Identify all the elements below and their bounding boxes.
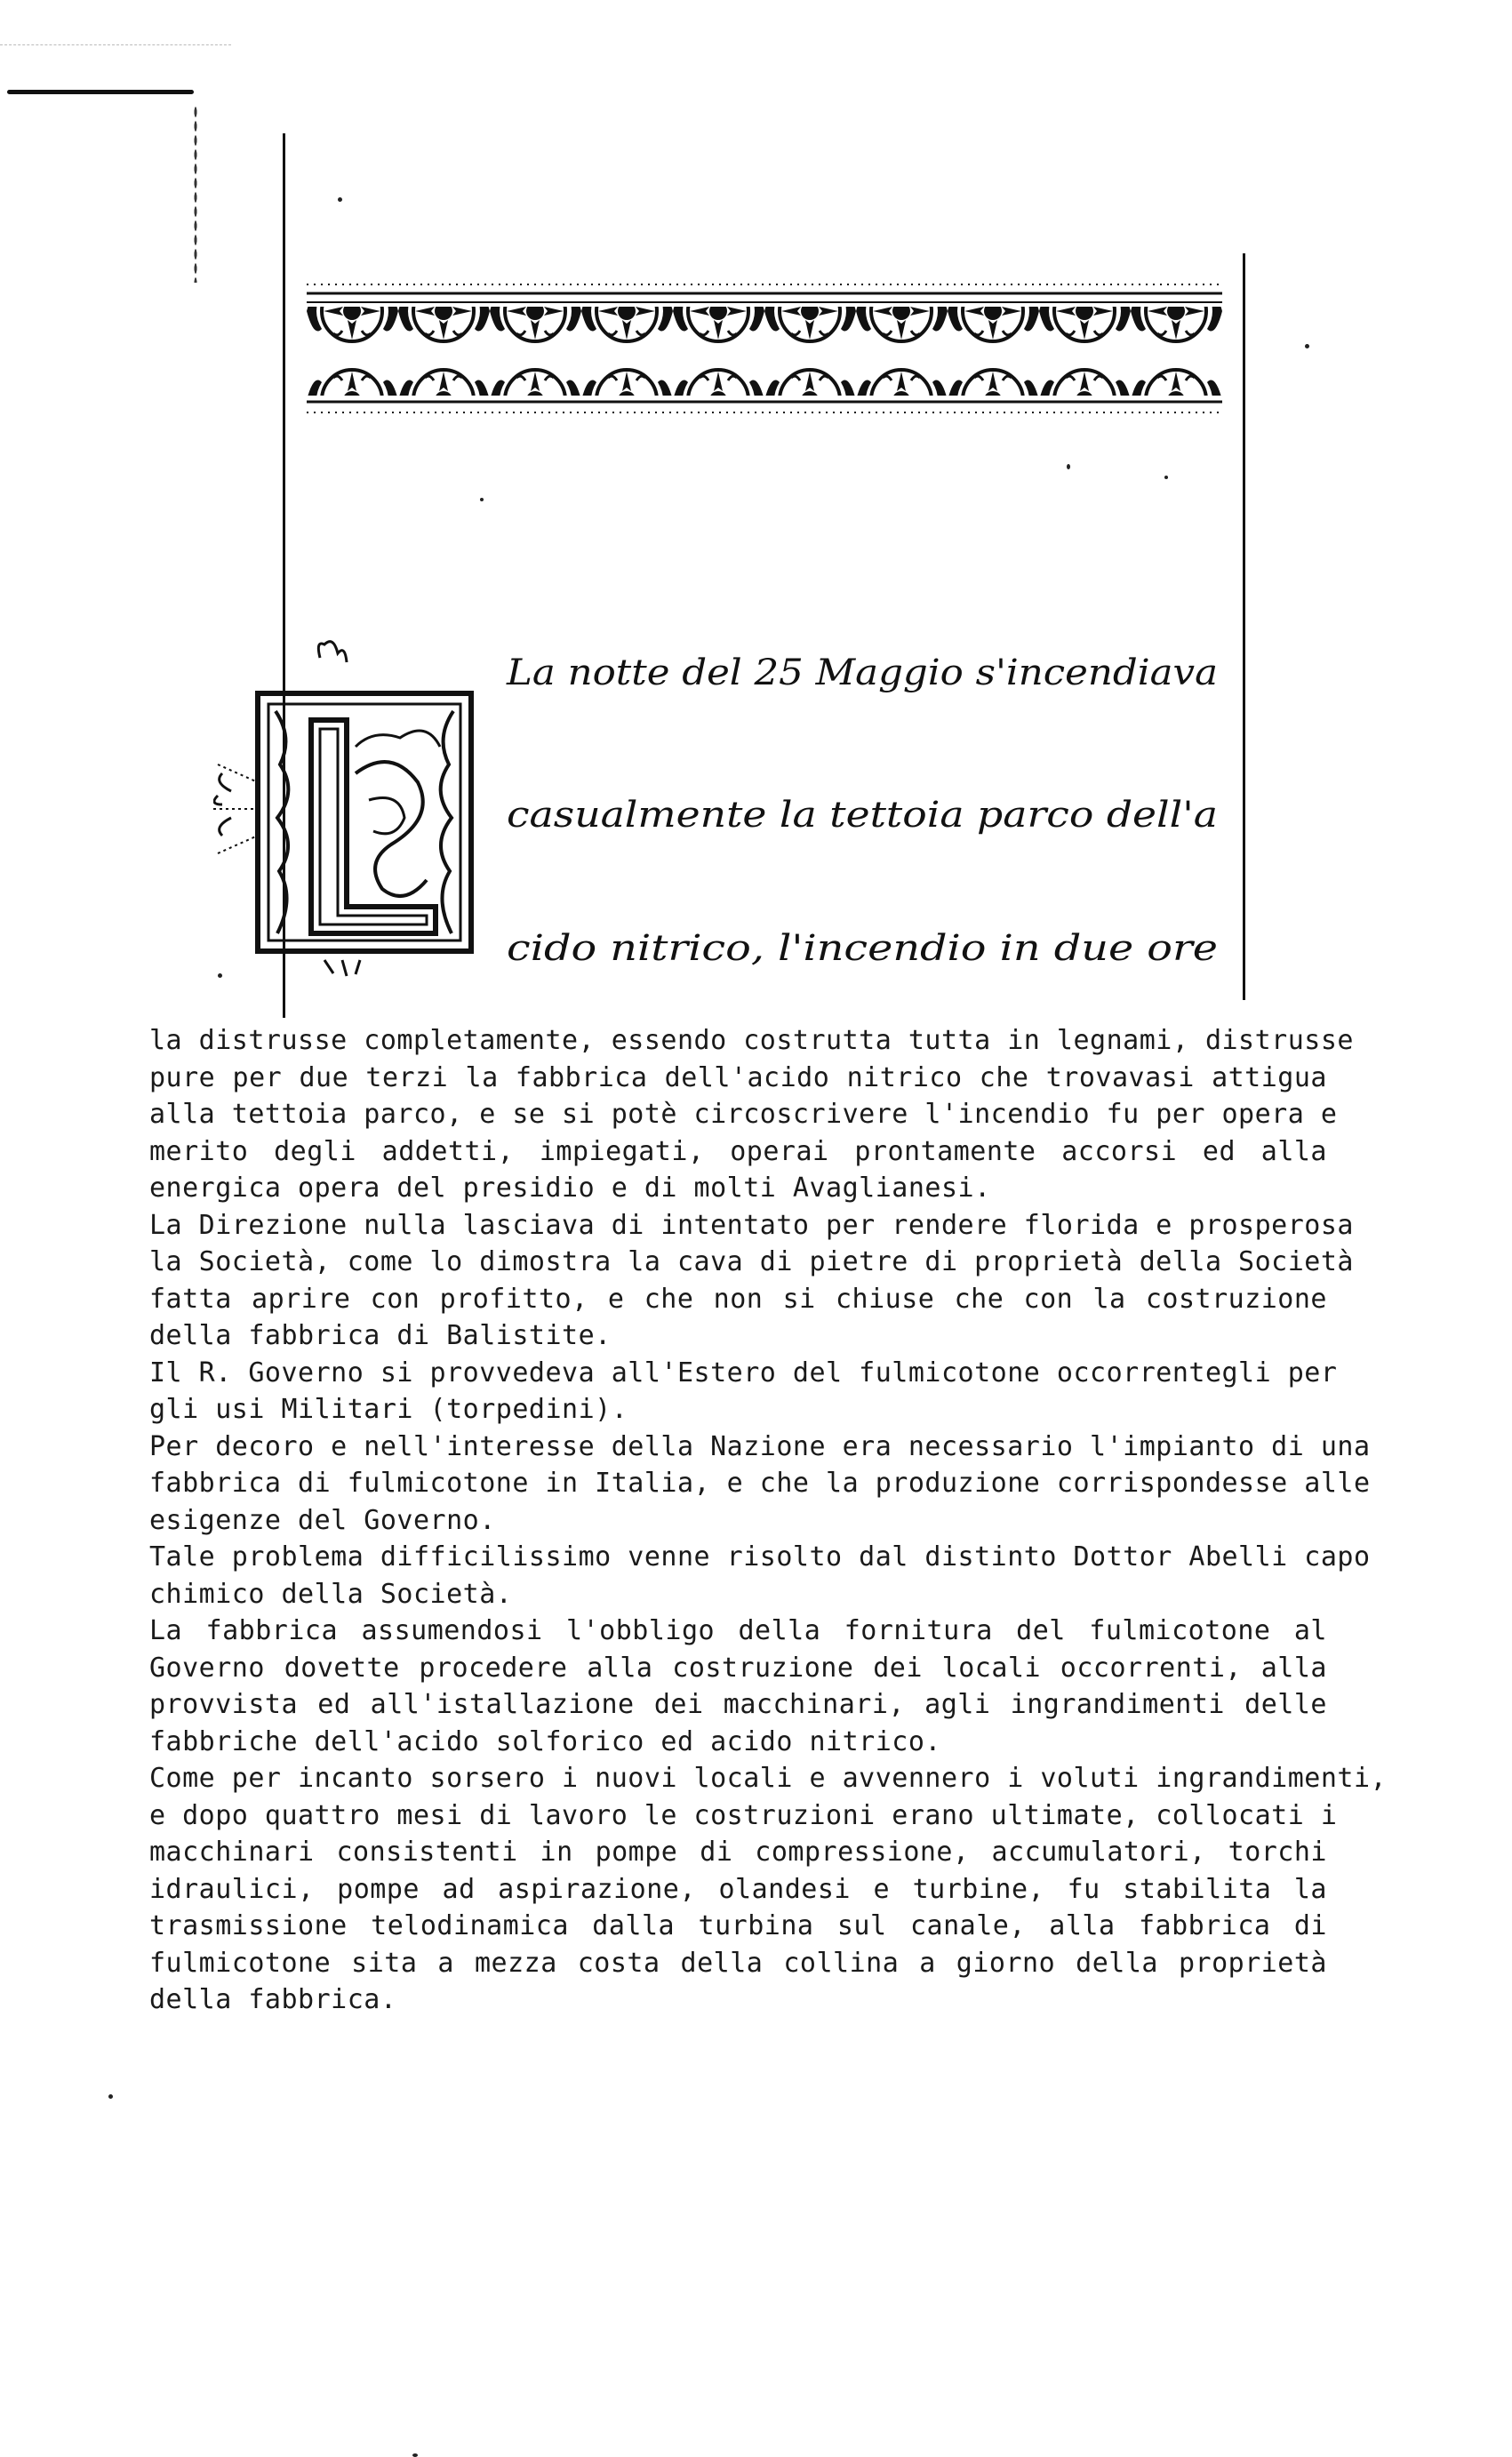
- typed-line: chimico della Società.: [149, 1578, 513, 1610]
- typed-line: della fabbrica.: [149, 1984, 397, 2015]
- typed-line: alla tettoia parco, e se si potè circoscrivere l'incendio fu per opera e: [149, 1099, 1338, 1130]
- scan-speck: [480, 498, 484, 501]
- typed-line: esigenze del Governo.: [149, 1504, 496, 1536]
- typed-line: Tale problema difficilissimo venne risolto dal distinto Dottor Abelli capo: [149, 1541, 1371, 1573]
- frame-right-border: [1243, 253, 1245, 1000]
- scan-edge-rule: [0, 44, 231, 45]
- handwritten-line-3: [498, 916, 1236, 978]
- typed-line: merito degli addetti, impiegati, operai prontamente accorsi ed alla: [149, 1135, 1327, 1167]
- typed-line: Il R. Governo si provvedeva all'Estero del fulmicotone occorrentegli per: [149, 1357, 1338, 1389]
- typed-line: energica opera del presidio e di molti Avaglianesi.: [149, 1172, 991, 1204]
- svg-text:La notte del 25 Maggio s'incen: La notte del 25 Maggio s'incendiava: [505, 652, 1218, 693]
- margin-dots: [194, 105, 197, 283]
- typed-line: La fabbrica assumendosi l'obbligo della fornitura del fulmicotone al: [149, 1615, 1327, 1646]
- typed-line: fabbrica di fulmicotone in Italia, e che la produzione corrispondesse alle: [149, 1468, 1371, 1499]
- typed-line: la Società, come lo dimostra la cava di pietre di proprietà della Società: [149, 1246, 1354, 1277]
- decorated-initial-l: [213, 640, 498, 978]
- corner-mark: [7, 90, 194, 94]
- typed-line: fulmicotone sita a mezza costa della collina a giorno della proprietà: [149, 1947, 1327, 1979]
- scan-speck: [412, 2453, 418, 2457]
- typed-line: della fabbrica di Balistite.: [149, 1320, 612, 1351]
- typed-line: pure per due terzi la fabbrica dell'acido nitrico che trovavasi attigua: [149, 1061, 1327, 1093]
- scan-speck: [218, 973, 222, 978]
- ornament-top-ticks: [307, 284, 1222, 293]
- typed-line: e dopo quattro mesi di lavoro le costruzioni erano ultimate, collocati i: [149, 1799, 1338, 1831]
- typed-line: fabbriche dell'acido solforico ed acido nitrico.: [149, 1725, 941, 1757]
- typed-line: idraulici, pompe ad aspirazione, olandesi e turbine, fu stabilita la: [149, 1873, 1327, 1905]
- handwritten-line-1: [498, 640, 1236, 702]
- scan-speck: [108, 2094, 113, 2099]
- typed-line: Per decoro e nell'interesse della Nazione era necessario l'impianto di una: [149, 1430, 1371, 1462]
- typed-line: trasmissione telodinamica dalla turbina sul canale, alla fabbrica di: [149, 1910, 1327, 1941]
- typed-line: La Direzione nulla lasciava di intentato per rendere florida e prosperosa: [149, 1209, 1354, 1241]
- scan-speck: [1305, 344, 1309, 348]
- ornamental-band: [307, 267, 1222, 444]
- svg-text:casualmente la tettoia parco d: casualmente la tettoia parco dell'a: [507, 795, 1218, 836]
- typed-line: macchinari consistenti in pompe di compressione, accumulatori, torchi: [149, 1837, 1327, 1868]
- typed-line: fatta aprire con profitto, e che non si chiuse che con la costruzione: [149, 1283, 1327, 1315]
- typed-body-text: [149, 1022, 1388, 2019]
- typed-line: gli usi Militari (torpedini).: [149, 1394, 628, 1425]
- scan-speck: [1164, 476, 1168, 479]
- typed-line: provvista ed all'istallazione dei macchinari, agli ingrandimenti delle: [149, 1689, 1327, 1720]
- scan-speck: [1067, 464, 1070, 469]
- handwritten-line-2: [498, 782, 1236, 844]
- typed-line: la distrusse completamente, essendo costrutta tutta in legnami, distrusse: [149, 1025, 1354, 1056]
- svg-text:cido nitrico, l'incendio in du: cido nitrico, l'incendio in due ore: [507, 928, 1218, 969]
- typed-line: Governo dovette procedere alla costruzione dei locali occorrenti, alla: [149, 1652, 1327, 1684]
- scan-speck: [338, 197, 342, 202]
- typed-line: Come per incanto sorsero i nuovi locali e avvennero i voluti ingrandimenti,: [149, 1763, 1388, 1794]
